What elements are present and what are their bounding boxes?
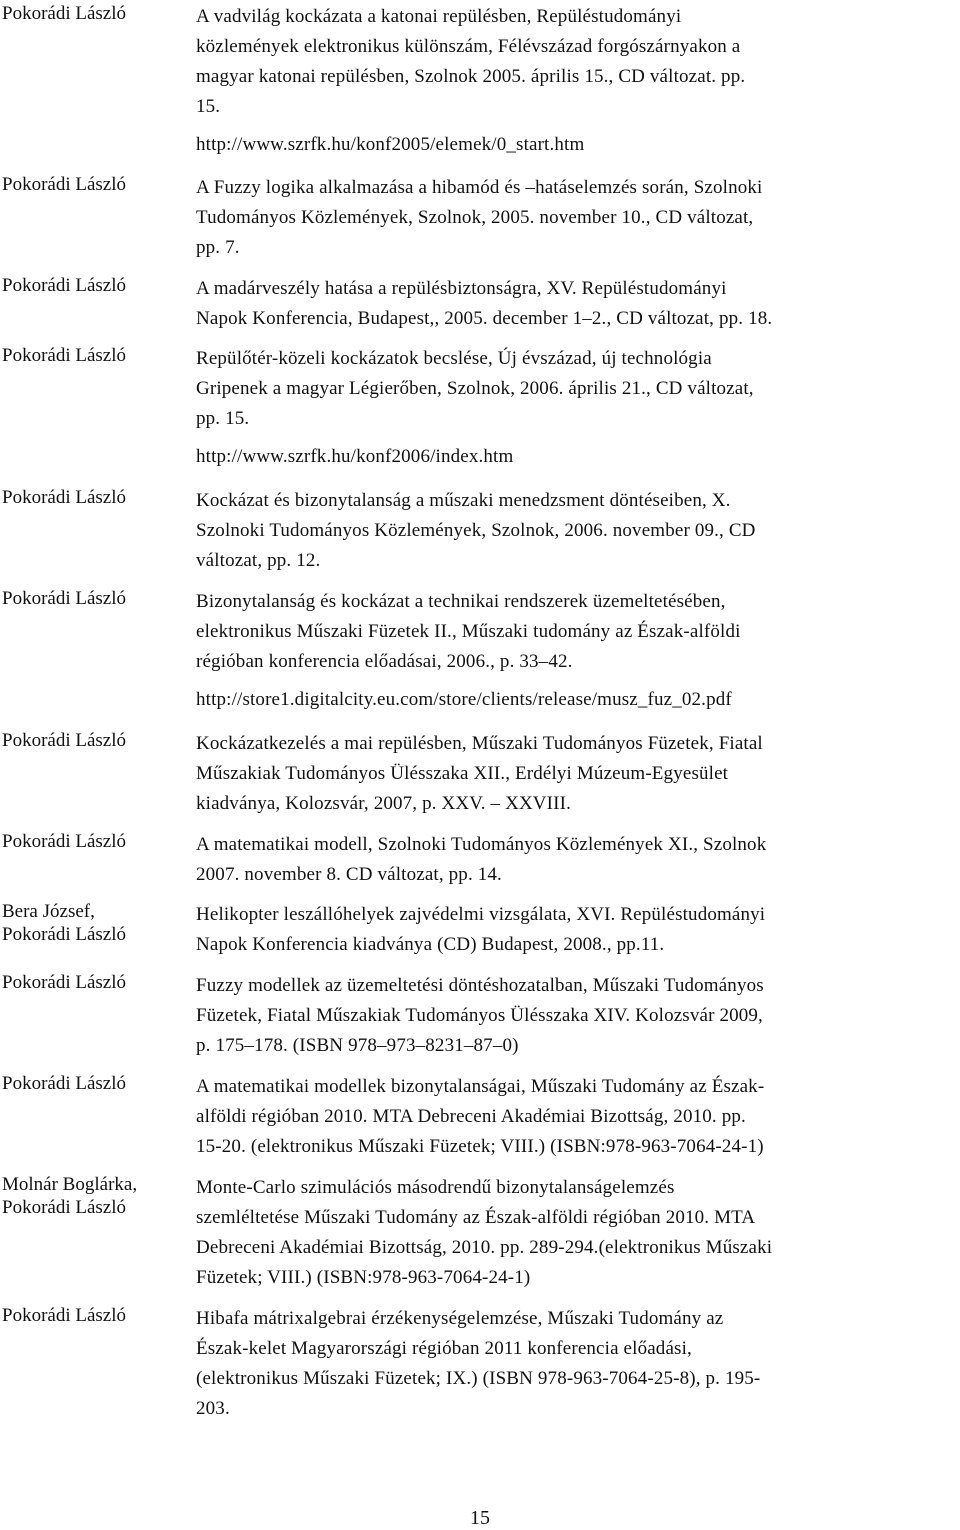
entry-line: Tudományos Közlemények, Szolnok, 2005. november 10., CD változat, bbox=[196, 207, 754, 228]
entry-text bbox=[196, 1072, 956, 1162]
entry-line: pp. 7. bbox=[196, 237, 240, 258]
entry-line: régióban konferencia előadásai, 2006., p. 33–42. bbox=[196, 651, 573, 672]
entry-line: Kockázatkezelés a mai repülésben, Műszaki Tudományos Füzetek, Fiatal bbox=[196, 733, 763, 754]
entry-line: pp. 15. bbox=[196, 408, 250, 429]
entry-line: elektronikus Műszaki Füzetek II., Műszaki tudomány az Észak-alföldi bbox=[196, 621, 741, 642]
entry-url-link[interactable]: http://www.szrfk.hu/konf2006/index.htm bbox=[196, 446, 514, 467]
entry-author: Pokorádi László bbox=[2, 1073, 127, 1094]
entry-line: A matematikai modellek bizonytalanságai, Műszaki Tudomány az Észak- bbox=[196, 1076, 765, 1097]
entry-line: Hibafa mátrixalgebrai érzékenységelemzése, Műszaki Tudomány az bbox=[196, 1308, 724, 1329]
entry-text bbox=[196, 830, 956, 890]
entry-line: p. 175–178. (ISBN 978–973–8231–87–0) bbox=[196, 1035, 519, 1056]
entry-line: A vadvilág kockázata a katonai repülésben, Repüléstudományi bbox=[196, 6, 682, 27]
entry-line: közlemények elektronikus különszám, Félévszázad forgószárnyakon a bbox=[196, 36, 741, 57]
entry-author: Pokorádi László bbox=[2, 972, 127, 993]
entry-line: A Fuzzy logika alkalmazása a hibamód és –hatáselemzés során, Szolnoki bbox=[196, 177, 763, 198]
entry-author: Pokorádi László bbox=[2, 275, 127, 296]
entry-line: kiadványa, Kolozsvár, 2007, p. XXV. – XXVIII. bbox=[196, 793, 572, 814]
entry-line: Szolnoki Tudományos Közlemények, Szolnok, 2006. november 09., CD bbox=[196, 520, 756, 541]
entry-line: 2007. november 8. CD változat, pp. 14. bbox=[196, 864, 502, 885]
entry-line: szemléltetése Műszaki Tudomány az Észak-alföldi régióban 2010. MTA bbox=[196, 1207, 756, 1228]
entry-line: Észak-kelet Magyarországi régióban 2011 konferencia előadási, bbox=[196, 1338, 692, 1359]
entry-author: Pokorádi László bbox=[2, 1305, 127, 1326]
entry-line: A matematikai modell, Szolnoki Tudományos Közlemények XI., Szolnok bbox=[196, 834, 767, 855]
entry-author bbox=[2, 1173, 182, 1219]
entry-line: Füzetek; VIII.) (ISBN:978-963-7064-24-1) bbox=[196, 1267, 531, 1288]
entry-author: Pokorádi László bbox=[2, 730, 127, 751]
entry-line: 15-20. (elektronikus Műszaki Füzetek; VIII.) (ISBN:978-963-7064-24-1) bbox=[196, 1136, 764, 1157]
entry-line: Napok Konferencia, Budapest,, 2005. december 1–2., CD változat, pp. 18. bbox=[196, 308, 773, 329]
entry-line: Kockázat és bizonytalanság a műszaki menedzsment döntéseiben, X. bbox=[196, 490, 731, 511]
entry-author: Pokorádi László bbox=[2, 487, 127, 508]
entry-line: Napok Konferencia kiadványa (CD) Budapest, 2008., pp.11. bbox=[196, 934, 665, 955]
entry-author-name: Pokorádi László bbox=[2, 924, 127, 945]
entry-text bbox=[196, 1173, 956, 1293]
entry-text bbox=[196, 173, 956, 263]
entry-text bbox=[196, 900, 956, 960]
entry-line: Gripenek a magyar Légierőben, Szolnok, 2006. április 21., CD változat, bbox=[196, 378, 754, 399]
entry-line: Helikopter leszállóhelyek zajvédelmi vizsgálata, XVI. Repüléstudományi bbox=[196, 904, 766, 925]
entry-line: Bizonytalanság és kockázat a technikai rendszerek üzemeltetésében, bbox=[196, 591, 726, 612]
entry-url-link[interactable]: http://store1.digitalcity.eu.com/store/clients/release/musz_fuz_02.pdf bbox=[196, 689, 732, 710]
entry-author: Pokorádi László bbox=[2, 588, 127, 609]
entry-line: Debreceni Akadémiai Bizottság, 2010. pp. 289-294.(elektronikus Műszaki bbox=[196, 1237, 773, 1258]
entry-text bbox=[196, 486, 956, 576]
entry-line: (elektronikus Műszaki Füzetek; IX.) (ISBN 978-963-7064-25-8), p. 195- bbox=[196, 1368, 761, 1389]
page-number: 15 bbox=[470, 1507, 490, 1529]
entry-line: Füzetek, Fiatal Műszakiak Tudományos Ülésszaka XIV. Kolozsvár 2009, bbox=[196, 1005, 763, 1026]
entry-line: Műszakiak Tudományos Ülésszaka XII., Erdélyi Múzeum-Egyesület bbox=[196, 763, 729, 784]
entry-line: Repülőtér-közeli kockázatok becslése, Új évszázad, új technológia bbox=[196, 348, 712, 369]
entry-line: magyar katonai repülésben, Szolnok 2005. április 15., CD változat. pp. bbox=[196, 66, 746, 87]
entry-text bbox=[196, 729, 956, 819]
entry-author: Pokorádi László bbox=[2, 831, 127, 852]
entry-author-name: Bera József, bbox=[2, 901, 95, 922]
entry-author-name: Pokorádi László bbox=[2, 1197, 127, 1218]
entry-line: alföldi régióban 2010. MTA Debreceni Akadémiai Bizottság, 2010. pp. bbox=[196, 1106, 746, 1127]
entry-text bbox=[196, 274, 956, 334]
entry-line: 203. bbox=[196, 1398, 230, 1419]
entry-author: Pokorádi László bbox=[2, 174, 127, 195]
entry-line: A madárveszély hatása a repülésbiztonságra, XV. Repüléstudományi bbox=[196, 278, 727, 299]
entry-text bbox=[196, 344, 956, 472]
entry-line: változat, pp. 12. bbox=[196, 550, 321, 571]
entry-url-link[interactable]: http://www.szrfk.hu/konf2005/elemek/0_start.htm bbox=[196, 134, 585, 155]
entry-text bbox=[196, 587, 956, 715]
entry-text bbox=[196, 2, 956, 160]
entry-text bbox=[196, 1304, 956, 1424]
entry-author: Pokorádi László bbox=[2, 3, 127, 24]
entry-author: Pokorádi László bbox=[2, 345, 127, 366]
entry-line: 15. bbox=[196, 96, 221, 117]
entry-text bbox=[196, 971, 956, 1061]
entry-line: Monte-Carlo szimulációs másodrendű bizonytalanságelemzés bbox=[196, 1177, 675, 1198]
entry-author-name: Molnár Boglárka, bbox=[2, 1174, 138, 1195]
entry-author bbox=[2, 900, 182, 946]
entry-line: Fuzzy modellek az üzemeltetési döntéshozatalban, Műszaki Tudományos bbox=[196, 975, 764, 996]
